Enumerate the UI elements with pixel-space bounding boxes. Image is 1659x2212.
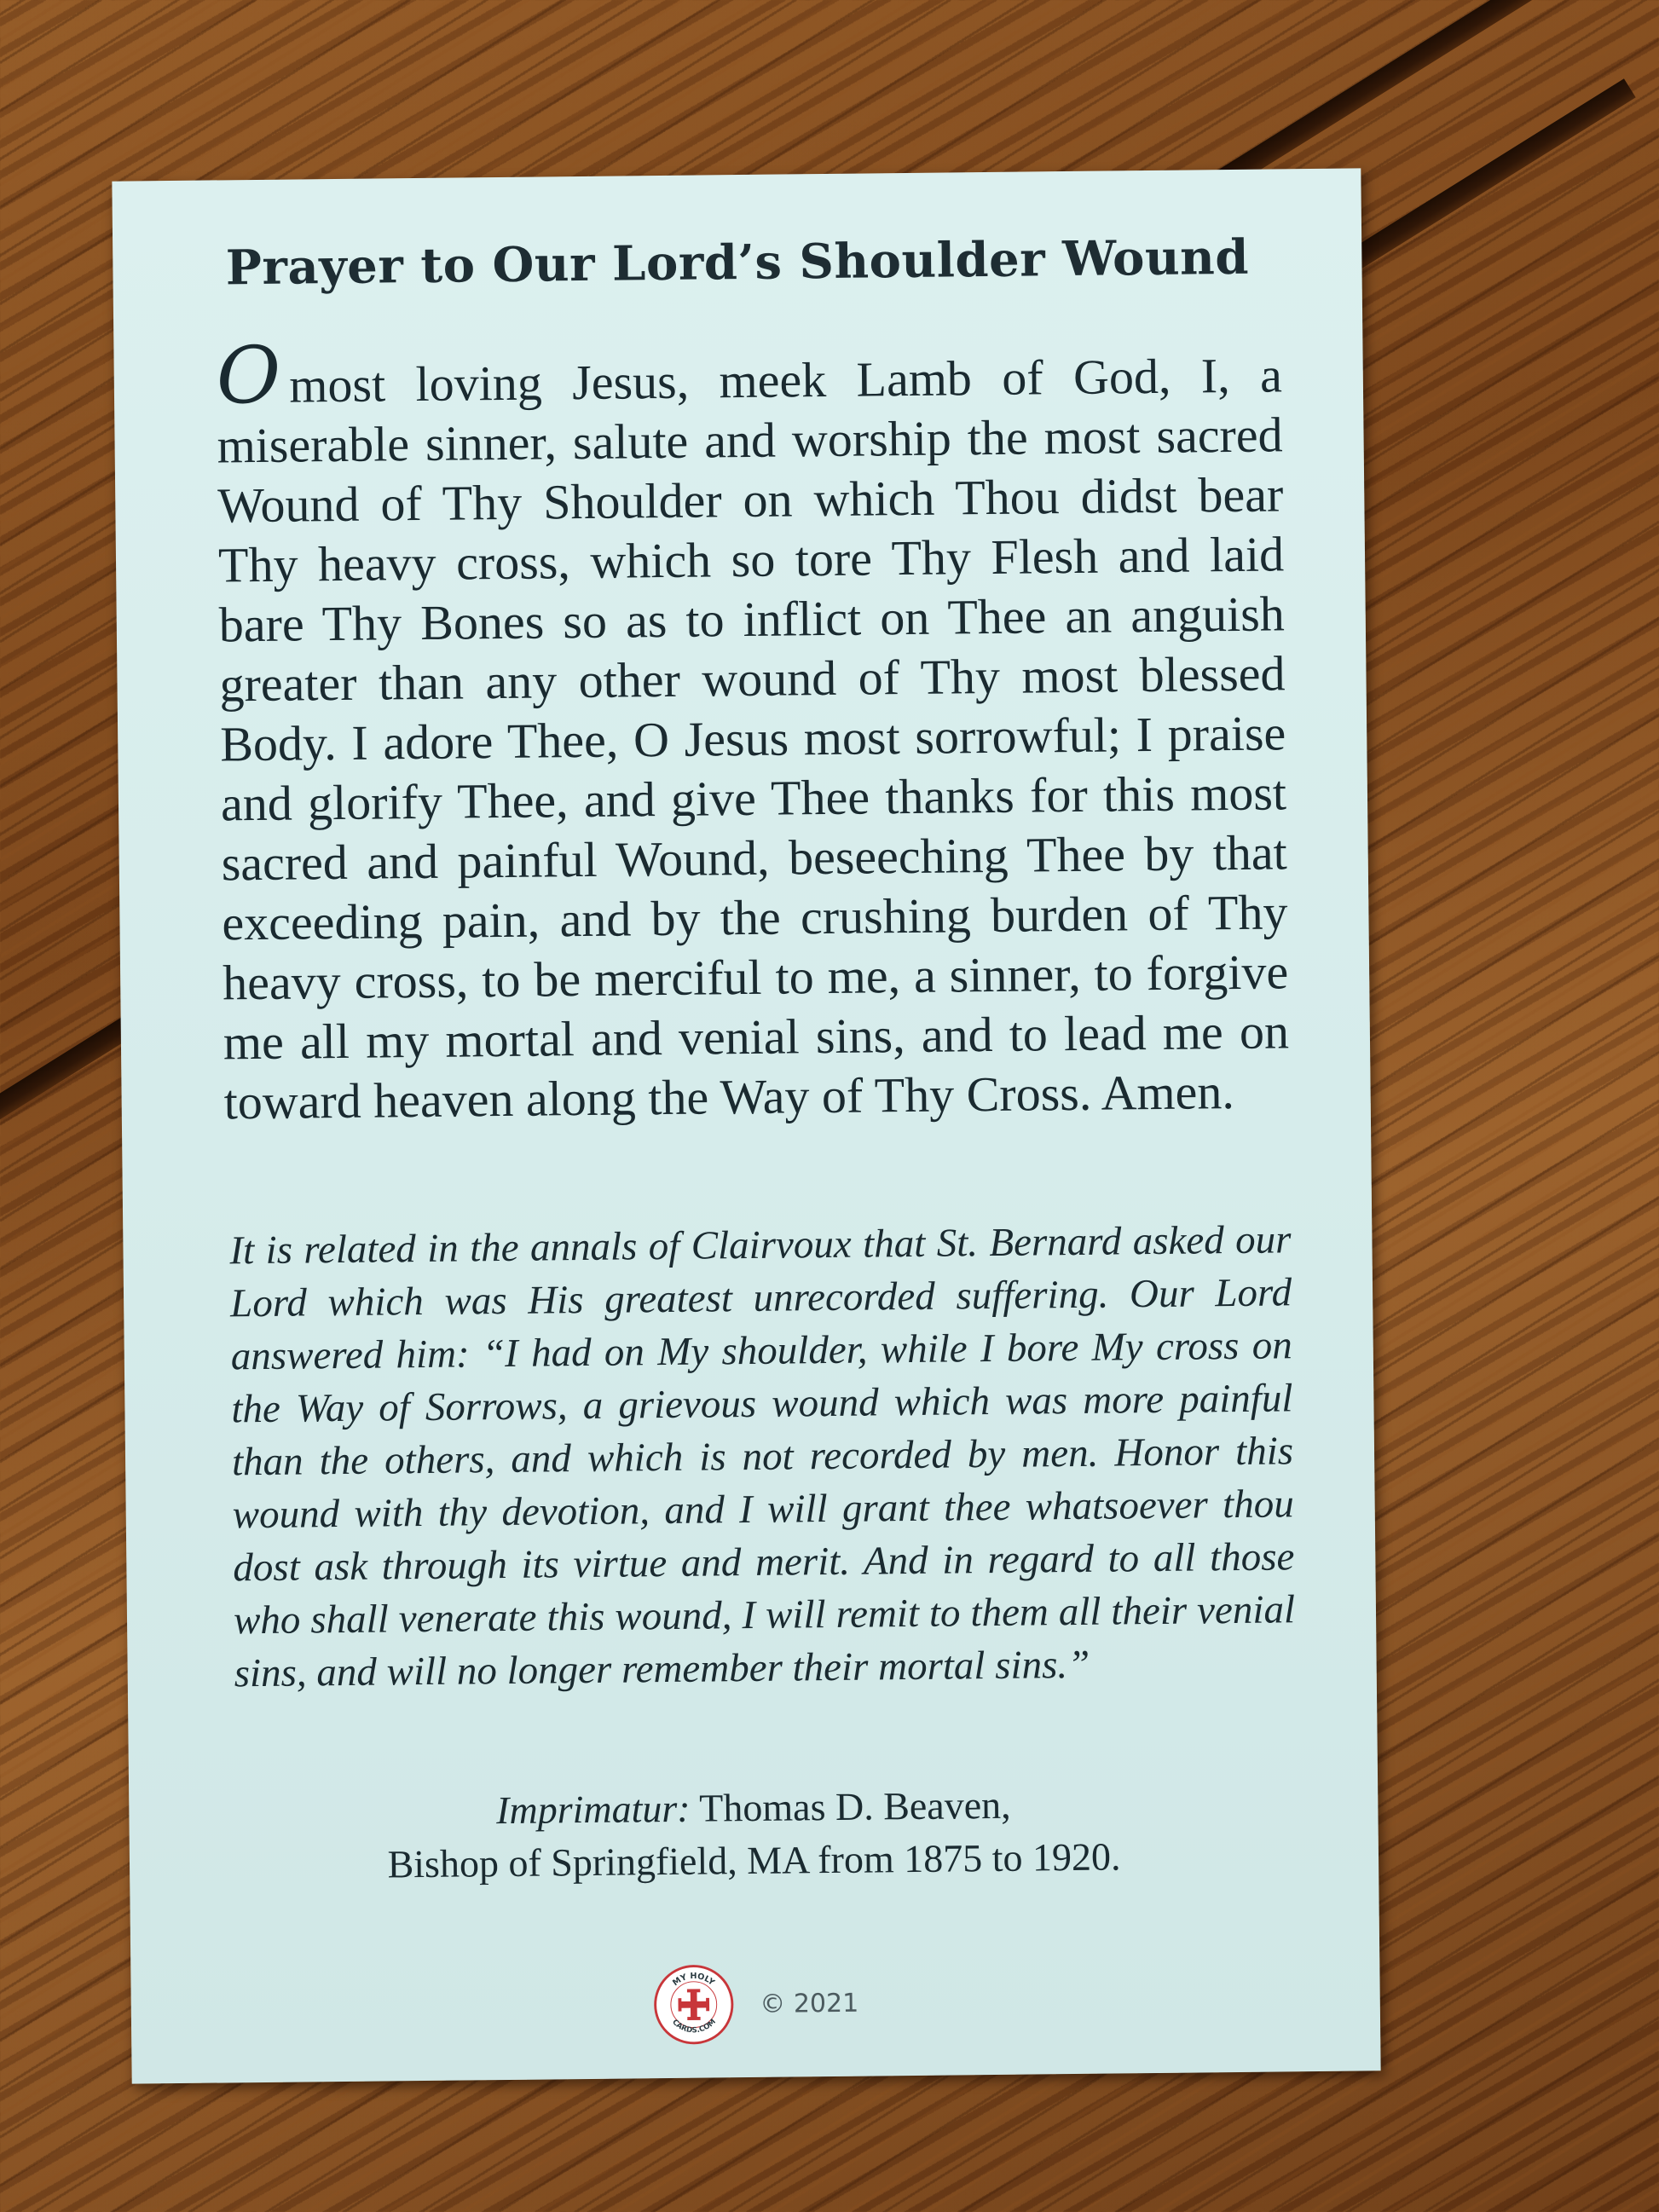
prayer-card: [112, 168, 1380, 2083]
logo-top-text: MY HOLY: [670, 1971, 716, 1989]
imprimatur-block: [129, 1775, 1379, 1893]
cross-seal-icon: [652, 1963, 735, 2046]
logo-bottom-text: CARDS.COM: [669, 2017, 718, 2036]
imprimatur-bishop-line: Bishop of Springfield, MA from 1875 to 1920.: [387, 1834, 1121, 1886]
card-title: Prayer to Our Lord’s Shoulder Wound: [225, 228, 1250, 297]
imprimatur-label: Imprimatur:: [495, 1786, 691, 1833]
prayer-initial: O: [216, 329, 281, 422]
copyright-text: © 2021: [760, 1988, 859, 2019]
imprimatur-name: Thomas D. Beaven,: [698, 1782, 1011, 1830]
card-footer: [130, 1956, 1380, 2051]
prayer-body: [216, 329, 1290, 1132]
prayer-text: most loving Jesus, meek Lamb of God, I, a miserable sinner, salute and worship the most sacred Wound of Thy Shoulder on which Thou didst bear Thy heavy cross, which so tore Thy Flesh and laid bare Thy Bones so as to inflict on Thee an anguish greater than any other wound of Thy most blessed Body. I adore Thee, O Jesus most sorrowful; I praise and glorify Thee, and give Thee thanks for this most sacred and painful Wound, beseeching Thee by that exceeding pain, and by the crushing burden of Thy heavy cross, to be merciful to me, a sinner, to forgive me all my mortal and venial sins, and to lead me on toward heaven along the Way of Thy Cross. Amen.: [217, 347, 1290, 1130]
clairvoux-note: It is related in the annals of Clairvoux that St. Bernard asked our Lord which was His greatest unrecorded suffering. Our Lord answered him: “I had on My shoulder, while I bore My cross on the Way of Sorrows, a grievous wound which was more painful than the others, and which is not recorded by men. Honor this wound with thy devotion, and I will grant thee whatsoever thou dost ask through its virtue and merit. And in regard to all those who shall venerate this wound, I will remit to them all their venial sins, and will no longer remember their mortal sins.”: [229, 1217, 1296, 1696]
